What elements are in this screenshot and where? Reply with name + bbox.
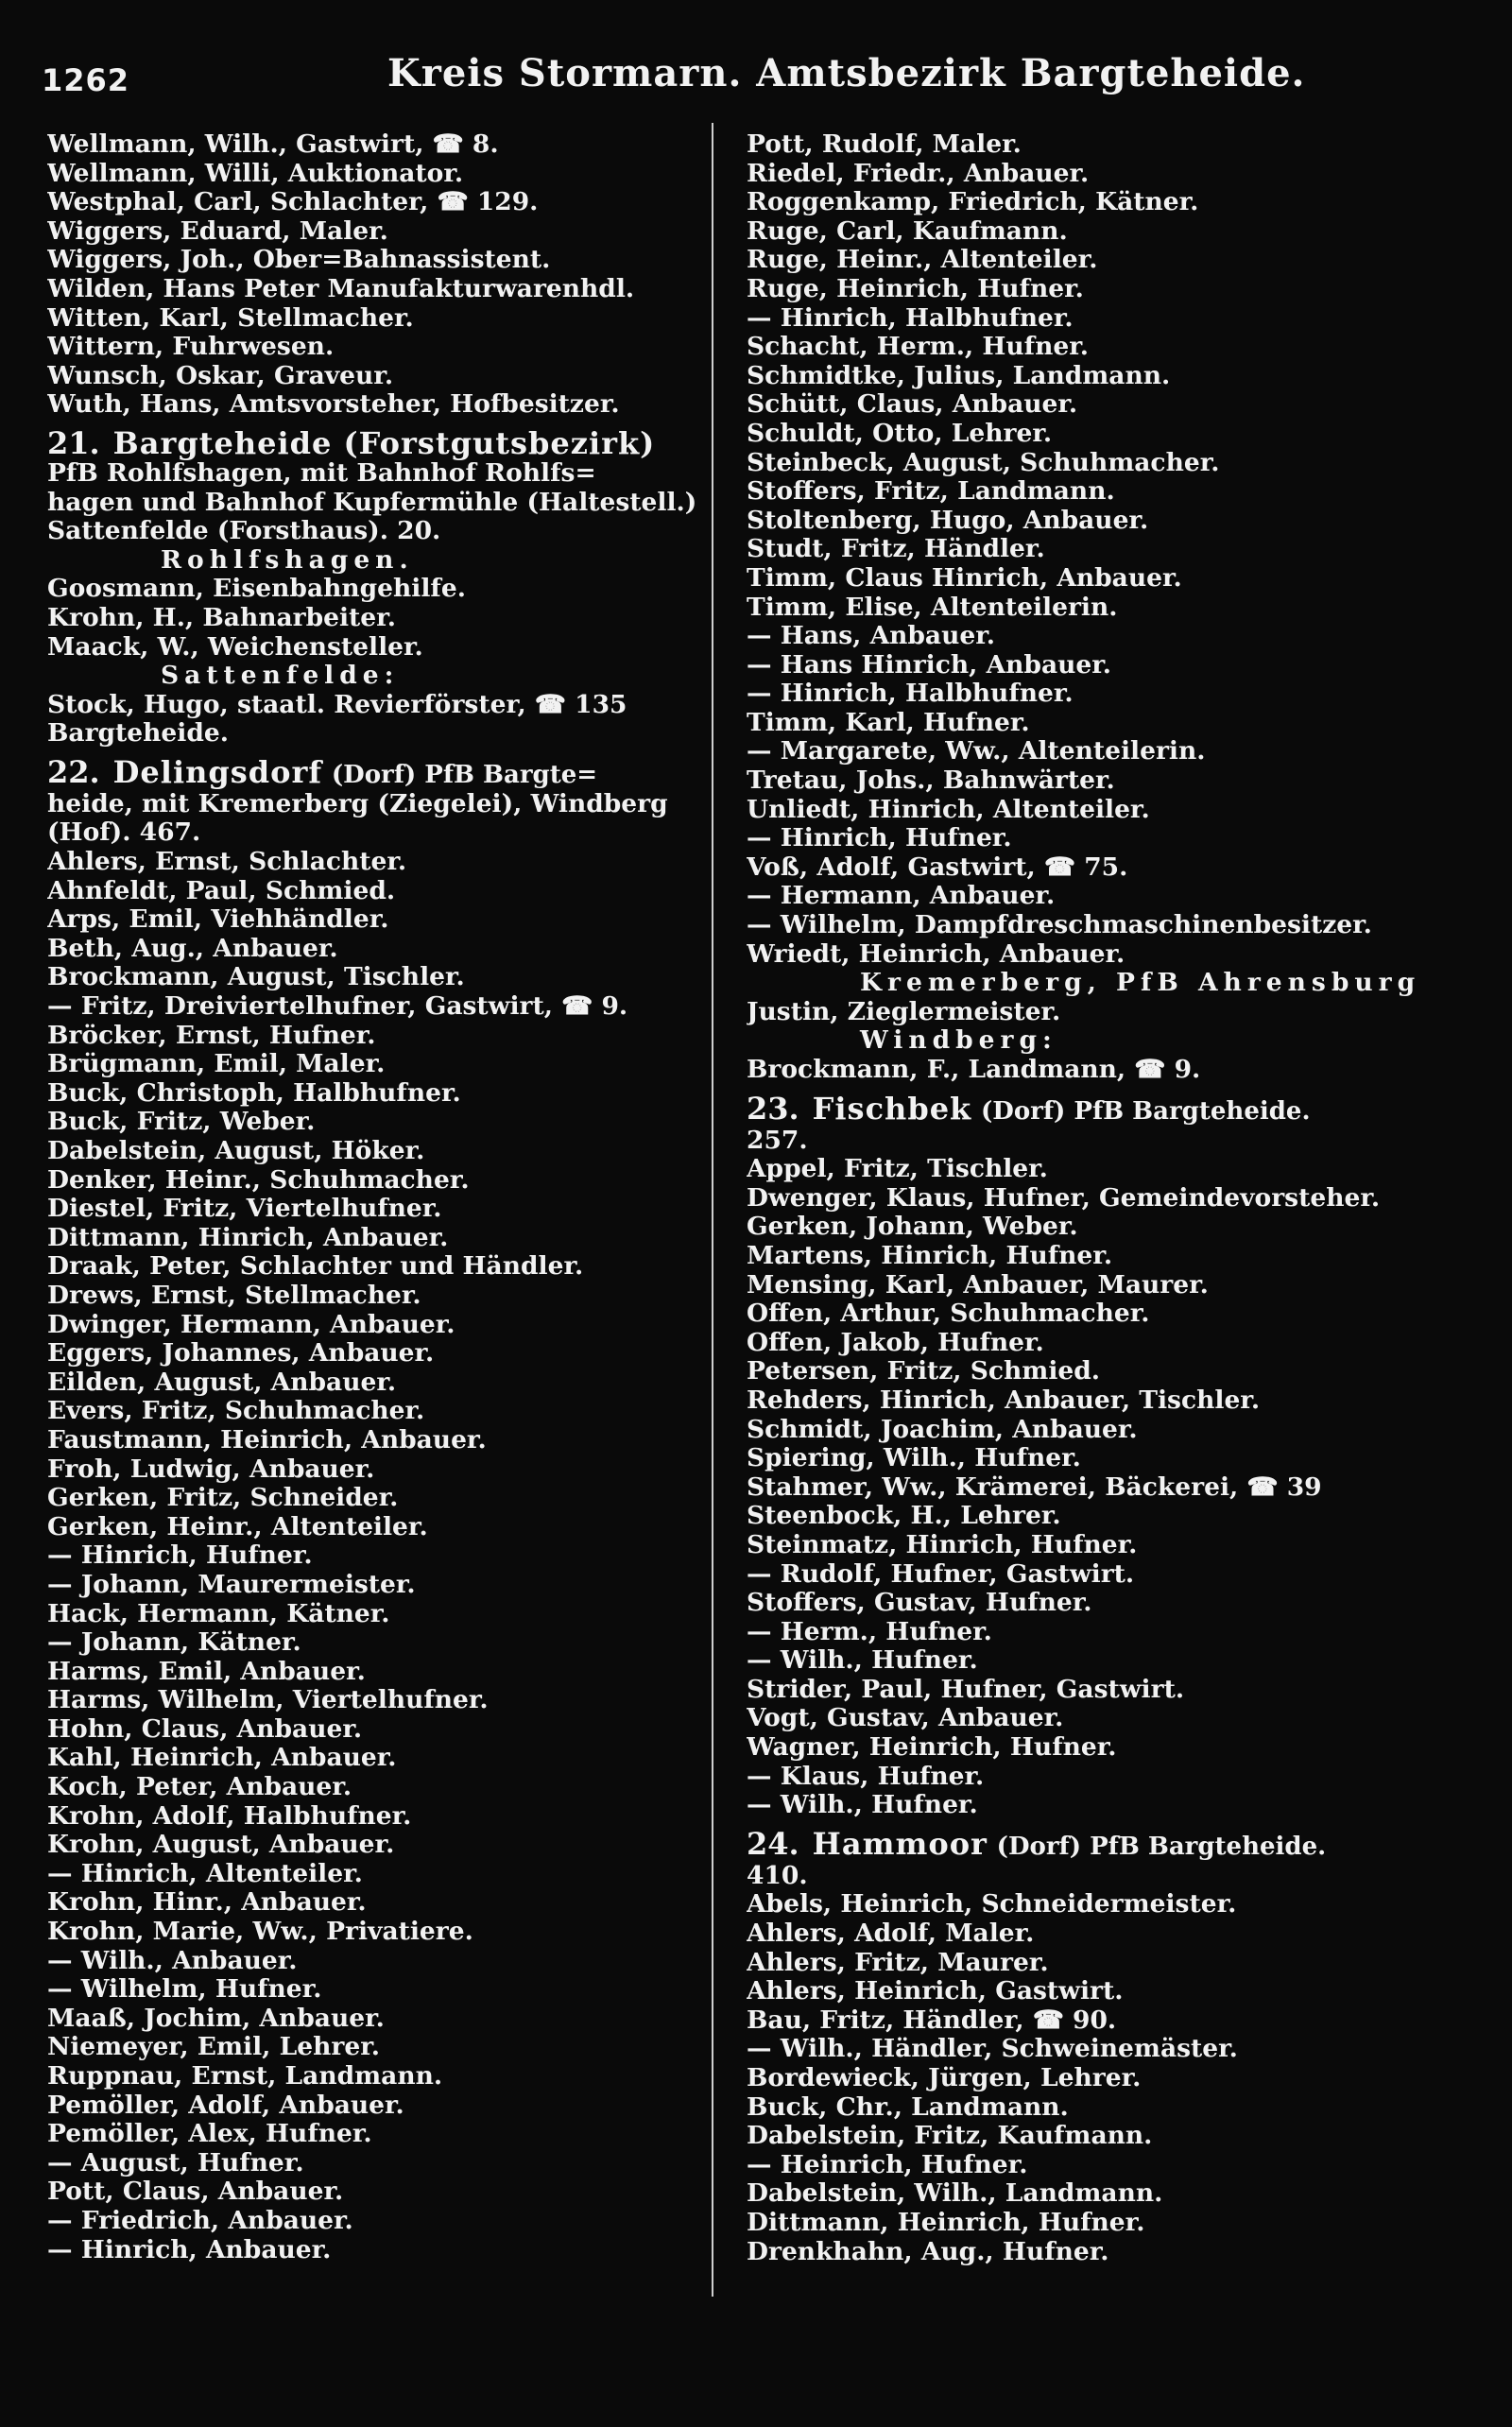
directory-entry: — Hans Hinrich, Anbauer.: [747, 649, 1112, 680]
directory-entry: — Margarete, Ww., Altenteilerin.: [747, 736, 1206, 766]
directory-entry: Studt, Fritz, Händler.: [747, 534, 1045, 564]
directory-entry: Dabelstein, Wilh., Landmann.: [747, 2178, 1163, 2209]
directory-entry: Timm, Claus Hinrich, Anbauer.: [747, 562, 1182, 593]
locality-heading: Sattenfelde:: [161, 661, 400, 691]
directory-entry: Ahlers, Adolf, Maler.: [747, 1919, 1035, 1949]
directory-entry: Dabelstein, Fritz, Kaufmann.: [747, 2121, 1153, 2151]
directory-entry: Martens, Hinrich, Hufner.: [747, 1240, 1113, 1270]
section-description-line: hagen und Bahnhof Kupfermühle (Haltestell.): [47, 487, 697, 517]
section-heading: [747, 1090, 1427, 1127]
running-title: Kreis Stormarn. Amtsbezirk Bargteheide.: [387, 51, 1306, 95]
directory-entry: Schmidtke, Julius, Landmann.: [747, 360, 1171, 390]
directory-entry: Spiering, Wilh., Hufner.: [747, 1443, 1081, 1473]
directory-entry: — Hans, Anbauer.: [747, 621, 995, 651]
directory-entry: Ahlers, Heinrich, Gastwirt.: [747, 1976, 1124, 2006]
directory-entry: Wellmann, Willi, Auktionator.: [47, 158, 464, 188]
directory-entry: Beth, Aug., Anbauer.: [47, 933, 338, 963]
directory-entry: Ahlers, Fritz, Maurer.: [747, 1947, 1049, 1977]
directory-entry: Pemöller, Alex, Hufner.: [47, 2119, 372, 2149]
directory-entry: Brügmann, Emil, Maler.: [47, 1049, 386, 1079]
directory-entry: Dittmann, Heinrich, Hufner.: [747, 2207, 1145, 2237]
directory-entry: Dwinger, Hermann, Anbauer.: [47, 1309, 455, 1339]
directory-entry: — Wilhelm, Dampfdreschmaschinenbesitzer.: [747, 910, 1372, 940]
directory-entry: Mensing, Karl, Anbauer, Maurer.: [747, 1269, 1209, 1300]
directory-entry: Unliedt, Hinrich, Altenteiler.: [747, 794, 1150, 824]
directory-entry: Wuth, Hans, Amtsvorsteher, Hofbesitzer.: [47, 389, 620, 420]
directory-entry: — Wilh., Händler, Schweinemäster.: [747, 2034, 1238, 2064]
directory-entry: Hack, Hermann, Kätner.: [47, 1598, 390, 1628]
directory-entry: — August, Hufner.: [47, 2147, 304, 2177]
directory-entry: Westphal, Carl, Schlachter, ☎ 129.: [47, 187, 539, 217]
left-column: [47, 130, 728, 2408]
section-description-line: (Hof). 467.: [47, 818, 201, 848]
section-description-line: 410.: [747, 1860, 808, 1890]
section-number: 24.: [747, 1825, 799, 1862]
directory-entry: — Heinrich, Hufner.: [747, 2149, 1028, 2179]
directory-entry: — Hinrich, Anbauer.: [47, 2234, 332, 2264]
directory-entry: Krohn, Hinr., Anbauer.: [47, 1887, 367, 1918]
directory-entry: Buck, Christoph, Halbhufner.: [47, 1077, 461, 1108]
directory-entry: Ahlers, Ernst, Schlachter.: [47, 847, 407, 877]
directory-entry: Bargteheide.: [47, 718, 229, 749]
directory-entry: Offen, Arthur, Schuhmacher.: [747, 1299, 1150, 1329]
directory-entry: Drews, Ernst, Stellmacher.: [47, 1280, 421, 1310]
directory-entry: Niemeyer, Emil, Lehrer.: [47, 2032, 380, 2062]
directory-entry: Buck, Fritz, Weber.: [47, 1107, 316, 1137]
directory-entry: Wiggers, Joh., Ober=Bahnassistent.: [47, 245, 551, 275]
page-header: [0, 0, 1512, 123]
section-description-line: Sattenfelde (Forsthaus). 20.: [47, 516, 441, 546]
directory-entry: Timm, Karl, Hufner.: [747, 707, 1030, 737]
directory-entry: Abels, Heinrich, Schneidermeister.: [747, 1889, 1237, 1919]
section-heading: [747, 1825, 1427, 1862]
directory-entry: Krohn, August, Anbauer.: [47, 1830, 395, 1860]
page-number: 1262: [42, 62, 130, 98]
directory-entry: — Hinrich, Hufner.: [747, 823, 1012, 853]
directory-entry: Kahl, Heinrich, Anbauer.: [47, 1743, 397, 1773]
directory-entry: Offen, Jakob, Hufner.: [747, 1327, 1044, 1357]
directory-entry: Krohn, Adolf, Halbhufner.: [47, 1800, 412, 1831]
directory-entry: Strider, Paul, Hufner, Gastwirt.: [747, 1674, 1185, 1704]
directory-entry: Gerken, Fritz, Schneider.: [47, 1483, 399, 1513]
directory-entry: — Hinrich, Halbhufner.: [747, 679, 1074, 709]
directory-entry: Arps, Emil, Viehhändler.: [47, 904, 389, 935]
section-description-line: 257.: [747, 1125, 808, 1155]
section-heading: [47, 753, 728, 790]
section-description: (Dorf) PfB Bargteheide.: [996, 1832, 1327, 1861]
directory-entry: Harms, Wilhelm, Viertelhufner.: [47, 1685, 489, 1715]
directory-entry: Stoffers, Fritz, Landmann.: [747, 476, 1115, 507]
section-description: (Dorf) PfB Bargteheide.: [980, 1096, 1311, 1126]
directory-entry: Wagner, Heinrich, Hufner.: [747, 1732, 1117, 1763]
directory-entry: Steinmatz, Hinrich, Hufner.: [747, 1529, 1138, 1559]
directory-entry: — Wilhelm, Hufner.: [47, 1974, 322, 2005]
section-description-line: heide, mit Kremerberg (Ziegelei), Windberg: [47, 788, 668, 818]
directory-entry: Pott, Claus, Anbauer.: [47, 2177, 344, 2207]
right-column: [747, 130, 1427, 2408]
directory-entry: — Klaus, Hufner.: [747, 1761, 985, 1791]
directory-entry: — Friedrich, Anbauer.: [47, 2205, 353, 2235]
directory-entry: Ruge, Heinr., Altenteiler.: [747, 245, 1098, 275]
directory-entry: Wilden, Hans Peter Manufakturwarenhdl.: [47, 273, 635, 303]
directory-entry: Krohn, H., Bahnarbeiter.: [47, 602, 396, 632]
directory-entry: Wunsch, Oskar, Graveur.: [47, 360, 394, 390]
directory-entry: Brockmann, August, Tischler.: [47, 962, 465, 992]
directory-entry: — Hermann, Anbauer.: [747, 881, 1056, 911]
directory-entry: Faustmann, Heinrich, Anbauer.: [47, 1424, 487, 1454]
directory-entry: Wellmann, Wilh., Gastwirt, ☎ 8.: [47, 130, 499, 159]
section-number: 23.: [747, 1090, 799, 1127]
directory-entry: Wittern, Fuhrwesen.: [47, 332, 335, 362]
directory-entry: Voß, Adolf, Gastwirt, ☎ 75.: [747, 852, 1128, 882]
directory-entry: Evers, Fritz, Schuhmacher.: [47, 1396, 425, 1426]
directory-entry: — Johann, Maurermeister.: [47, 1569, 416, 1599]
section-place: Hammoor: [812, 1825, 988, 1862]
directory-entry: Roggenkamp, Friedrich, Kätner.: [747, 187, 1199, 217]
directory-entry: Hohn, Claus, Anbauer.: [47, 1713, 363, 1744]
directory-entry: Dwenger, Klaus, Hufner, Gemeindevorsteher.: [747, 1182, 1381, 1213]
directory-entry: Schacht, Herm., Hufner.: [747, 332, 1089, 362]
directory-entry: Timm, Elise, Altenteilerin.: [747, 592, 1118, 622]
directory-entry: Pott, Rudolf, Maler.: [747, 130, 1022, 159]
section-description: (Dorf) PfB Bargte=: [331, 760, 598, 789]
directory-entry: Gerken, Johann, Weber.: [747, 1212, 1078, 1242]
directory-entry: Witten, Karl, Stellmacher.: [47, 302, 414, 333]
directory-entry: Steenbock, H., Lehrer.: [747, 1501, 1061, 1531]
directory-entry: — Herm., Hufner.: [747, 1616, 992, 1646]
directory-entry: — Hinrich, Halbhufner.: [747, 302, 1074, 333]
directory-entry: Appel, Fritz, Tischler.: [747, 1154, 1048, 1184]
directory-entry: Stock, Hugo, staatl. Revierförster, ☎ 135: [47, 689, 627, 719]
directory-entry: Dittmann, Hinrich, Anbauer.: [47, 1222, 449, 1252]
directory-entry: Brockmann, F., Landmann, ☎ 9.: [747, 1055, 1201, 1084]
directory-entry: — Rudolf, Hufner, Gastwirt.: [747, 1558, 1135, 1589]
directory-entry: — Johann, Kätner.: [47, 1627, 301, 1658]
directory-entry: — Hinrich, Altenteiler.: [47, 1858, 363, 1888]
directory-entry: Petersen, Fritz, Schmied.: [747, 1356, 1101, 1386]
directory-entry: Steinbeck, August, Schuhmacher.: [747, 447, 1220, 477]
directory-entry: Gerken, Heinr., Altenteiler.: [47, 1511, 428, 1541]
directory-entry: Ahnfeldt, Paul, Schmied.: [47, 875, 396, 905]
directory-entry: Rehders, Hinrich, Anbauer, Tischler.: [747, 1385, 1261, 1415]
directory-entry: Ruppnau, Ernst, Landmann.: [47, 2061, 443, 2091]
section-description-line: PfB Rohlfshagen, mit Bahnhof Rohlfs=: [47, 457, 596, 488]
directory-entry: Bau, Fritz, Händler, ☎ 90.: [747, 2005, 1117, 2035]
locality-heading: Windberg:: [860, 1025, 1057, 1056]
directory-entry: Stahmer, Ww., Krämerei, Bäckerei, ☎ 39: [747, 1472, 1322, 1502]
directory-entry: — Fritz, Dreiviertelhufner, Gastwirt, ☎ 9.: [47, 991, 628, 1022]
section-place: Delingsdorf: [112, 753, 323, 790]
directory-entry: Krohn, Marie, Ww., Privatiere.: [47, 1917, 473, 1947]
directory-entry: Diestel, Fritz, Viertelhufner.: [47, 1194, 442, 1224]
directory-entry: Schmidt, Joachim, Anbauer.: [747, 1414, 1138, 1444]
section-number: 22.: [47, 753, 100, 790]
directory-entry: Schütt, Claus, Anbauer.: [747, 389, 1078, 420]
directory-entry: Justin, Zieglermeister.: [747, 996, 1061, 1026]
directory-entry: Dabelstein, August, Höker.: [47, 1136, 425, 1165]
directory-entry: — Wilh., Anbauer.: [47, 1945, 298, 1975]
directory-entry: — Wilh., Hufner.: [747, 1645, 978, 1676]
section-number: 21.: [47, 424, 100, 461]
directory-entry: Stoltenberg, Hugo, Anbauer.: [747, 505, 1149, 535]
section-heading: [47, 424, 728, 461]
directory-entry: Pemöller, Adolf, Anbauer.: [47, 2090, 404, 2120]
directory-entry: Vogt, Gustav, Anbauer.: [747, 1703, 1064, 1733]
directory-entry: Tretau, Johs., Bahnwärter.: [747, 766, 1115, 796]
directory-entry: Bordewieck, Jürgen, Lehrer.: [747, 2063, 1142, 2092]
directory-entry: Bröcker, Ernst, Hufner.: [47, 1020, 376, 1050]
locality-heading: Rohlfshagen.: [161, 544, 414, 575]
locality-heading: Kremerberg, PfB Ahrensburg: [860, 968, 1421, 998]
directory-entry: Stoffers, Gustav, Hufner.: [747, 1588, 1092, 1618]
directory-entry: Eggers, Johannes, Anbauer.: [47, 1338, 435, 1368]
directory-entry: Harms, Emil, Anbauer.: [47, 1656, 366, 1686]
directory-entry: Riedel, Friedr., Anbauer.: [747, 158, 1090, 188]
directory-entry: Froh, Ludwig, Anbauer.: [47, 1454, 375, 1484]
directory-entry: Denker, Heinr., Schuhmacher.: [47, 1164, 470, 1195]
directory-entry: — Wilh., Hufner.: [747, 1790, 978, 1820]
directory-entry: Drenkhahn, Aug., Hufner.: [747, 2236, 1109, 2266]
directory-entry: Maack, W., Weichensteller.: [47, 631, 423, 662]
directory-entry: Koch, Peter, Anbauer.: [47, 1772, 352, 1802]
directory-entry: Wriedt, Heinrich, Anbauer.: [747, 938, 1125, 969]
directory-entry: Goosmann, Eisenbahngehilfe.: [47, 574, 466, 604]
directory-entry: Draak, Peter, Schlachter und Händler.: [47, 1251, 584, 1282]
directory-entry: Ruge, Carl, Kaufmann.: [747, 215, 1068, 246]
directory-entry: — Hinrich, Hufner.: [47, 1541, 313, 1571]
directory-entry: Wiggers, Eduard, Maler.: [47, 215, 388, 246]
section-place: Bargteheide (Forstgutsbezirk): [112, 424, 656, 461]
directory-entry: Maaß, Jochim, Anbauer.: [47, 2003, 385, 2033]
directory-entry: Eilden, August, Anbauer.: [47, 1367, 397, 1397]
directory-entry: Buck, Chr., Landmann.: [747, 2091, 1069, 2122]
section-place: Fischbek: [812, 1090, 972, 1127]
directory-entry: Schuldt, Otto, Lehrer.: [747, 418, 1053, 448]
directory-entry: Ruge, Heinrich, Hufner.: [747, 273, 1084, 303]
